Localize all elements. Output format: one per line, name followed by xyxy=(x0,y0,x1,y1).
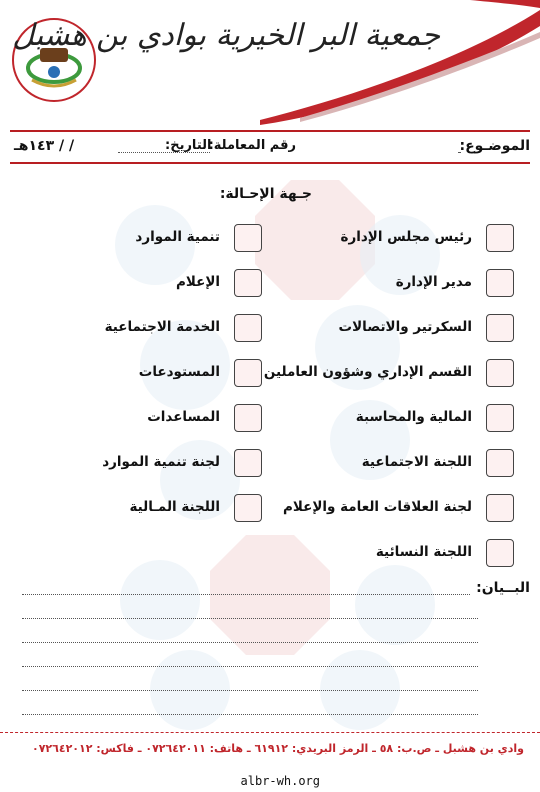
statement-line[interactable] xyxy=(22,642,478,643)
checkbox-secretary[interactable] xyxy=(486,314,514,342)
checkbox-pr-media-committee[interactable] xyxy=(486,494,514,522)
item-secretary: السكرتير والاتصالات xyxy=(338,319,472,335)
date-label: التاريخ: xyxy=(165,138,212,153)
item-finance: المالية والمحاسبة xyxy=(355,409,472,425)
statement-line[interactable] xyxy=(22,690,478,691)
checkbox-admin-director[interactable] xyxy=(486,269,514,297)
footer-contact: وادي بن هشبل ـ ص.ب: ٥٨ ـ الرمز البريدي: ٦١٩١٢ ـ هاتف: ٠٧٢٦٤٢٠١١ ـ فاكس: ٠٧٢٦٤٢٠١٢ xyxy=(32,742,524,755)
item-media: الإعلام xyxy=(175,274,220,290)
item-admin-hr: القسم الإداري وشؤون العاملين xyxy=(263,364,472,380)
checkbox-warehouses[interactable] xyxy=(234,359,262,387)
item-warehouses: المستودعات xyxy=(138,364,220,380)
checkbox-aid[interactable] xyxy=(234,404,262,432)
item-board-chairman: رئيس مجلس الإدارة xyxy=(340,229,472,245)
subject-label: الموضـوع: xyxy=(459,138,530,154)
item-resource-development: تنمية الموارد xyxy=(135,229,220,245)
checkbox-social-committee[interactable] xyxy=(486,449,514,477)
footer-divider xyxy=(0,732,540,733)
checkbox-finance[interactable] xyxy=(486,404,514,432)
checkbox-finance-committee[interactable] xyxy=(234,494,262,522)
checkbox-resource-committee[interactable] xyxy=(234,449,262,477)
checkbox-board-chairman[interactable] xyxy=(486,224,514,252)
date-value[interactable]: / / ١٤٣هـ xyxy=(14,138,75,154)
item-pr-media-committee: لجنة العلاقات العامة والإعلام xyxy=(282,499,472,515)
transaction-label: رقم المعاملة: xyxy=(208,138,296,153)
statement-line[interactable] xyxy=(22,714,478,715)
statement-line[interactable] xyxy=(22,618,478,619)
checkbox-women-committee[interactable] xyxy=(486,539,514,567)
subject-field[interactable] xyxy=(458,152,460,153)
item-women-committee: اللجنة النسائية xyxy=(375,544,472,560)
item-resource-committee: لجنة تنمية الموارد xyxy=(102,454,220,470)
org-title: جمعية البر الخيرية بوادي بن هشبل xyxy=(12,18,440,53)
checkbox-media[interactable] xyxy=(234,269,262,297)
checkbox-admin-hr[interactable] xyxy=(486,359,514,387)
checkbox-social-service[interactable] xyxy=(234,314,262,342)
item-finance-committee: اللجنة المـالية xyxy=(129,499,220,515)
watermark-circle xyxy=(115,205,195,285)
item-admin-director: مدير الإدارة xyxy=(395,274,472,290)
meta-divider xyxy=(10,162,530,164)
site-watermark: albr-wh.org xyxy=(240,774,320,788)
statement-label: البــيان: xyxy=(476,580,530,596)
item-social-committee: اللجنة الاجتماعية xyxy=(361,454,472,470)
item-social-service: الخدمة الاجتماعية xyxy=(104,319,220,335)
watermark-octagon xyxy=(210,535,330,655)
header-divider xyxy=(10,130,530,132)
watermark-circle xyxy=(355,565,435,645)
statement-line[interactable] xyxy=(22,594,470,595)
statement-line[interactable] xyxy=(22,666,478,667)
item-aid: المساعدات xyxy=(147,409,220,425)
referral-title: جـهة الإحـالة: xyxy=(219,186,312,202)
checkbox-resource-development[interactable] xyxy=(234,224,262,252)
watermark-circle xyxy=(120,560,200,640)
